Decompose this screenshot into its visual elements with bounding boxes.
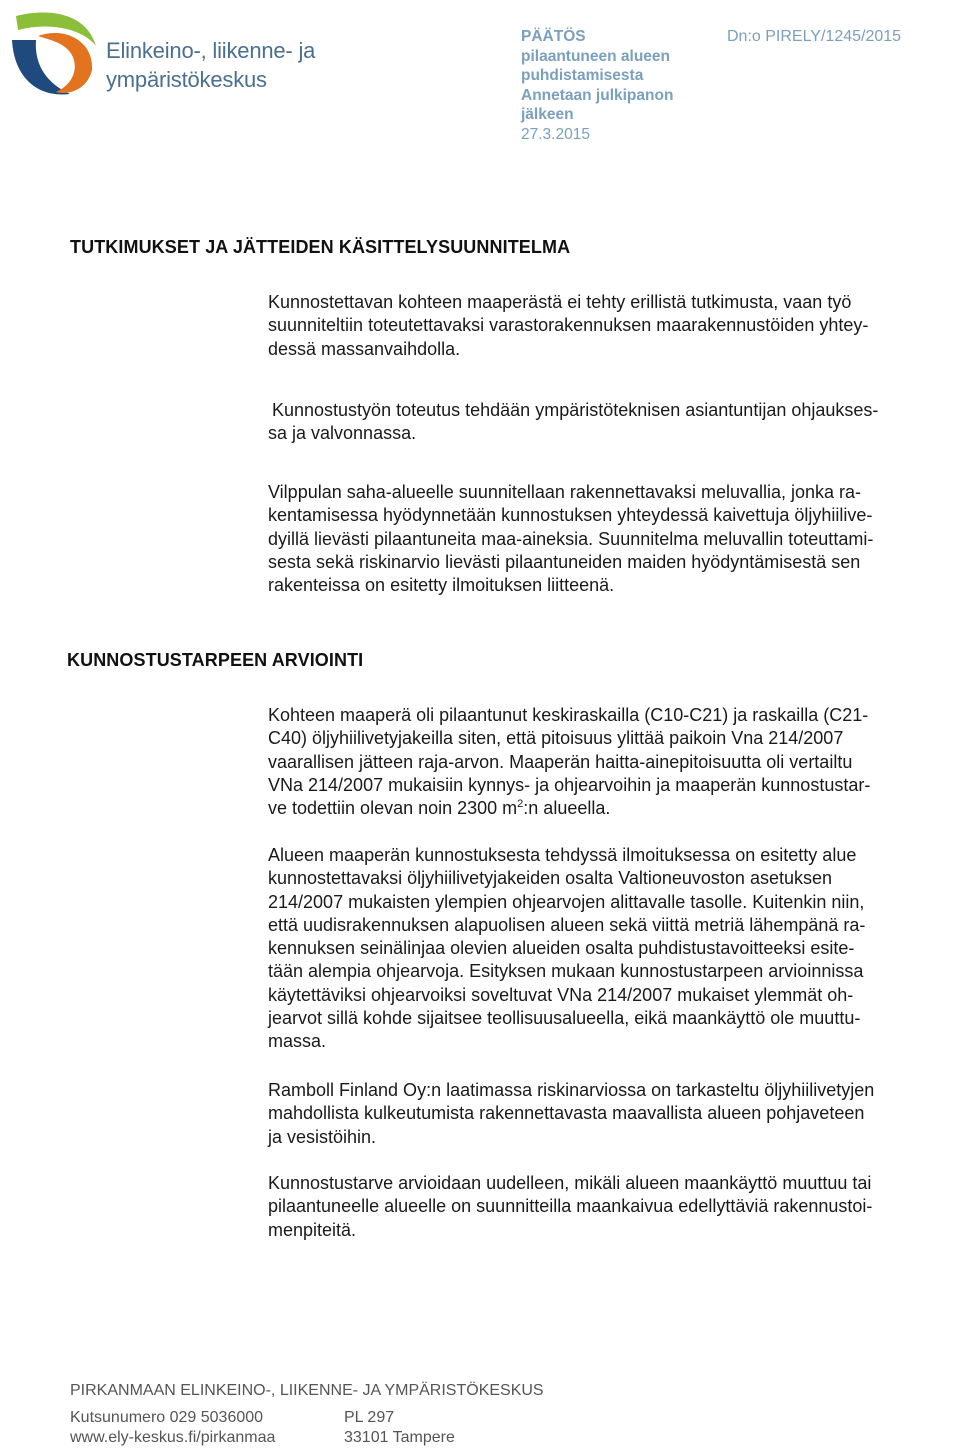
decision-info	[521, 27, 721, 144]
paragraph	[268, 1172, 958, 1242]
text-line: Ramboll Finland Oy:n laatimassa riskinarviossa on tarkasteltu öljyhiilivetyjen	[268, 1080, 875, 1100]
paragraph	[268, 704, 958, 820]
footer-postal: 33101 Tampere	[344, 1429, 455, 1446]
text-span: ve todettiin olevan noin 2300 m	[268, 798, 518, 819]
text-line: mahdollista kulkeutumista rakennettavasta maavallista alueen pohjaveteen	[268, 1103, 865, 1124]
text-line: dessä massanvaihdolla.	[268, 338, 461, 359]
text-line: ja vesistöihin.	[268, 1126, 377, 1147]
text-line: Kohteen maaperä oli pilaantunut keskiraskailla (C10-C21) ja raskailla (C21-	[268, 705, 869, 725]
text-line: vaarallisen jätteen raja-arvon. Maaperän haitta-ainepitoisuutta oli vertailtu	[268, 751, 853, 772]
ely-logo	[8, 6, 338, 102]
paragraph	[268, 481, 958, 597]
text-line: menpiteitä.	[268, 1219, 357, 1240]
superscript: 2	[517, 798, 524, 811]
section-heading-tutkimukset: TUTKIMUKSET JA JÄTTEIDEN KÄSITTELYSUUNNITELMA	[70, 237, 571, 257]
text-line: kentamisessa hyödynnetään kunnostuksen yhteydessä kaivettuja öljyhiilive-	[268, 505, 873, 526]
text-line: sa ja valvonnassa.	[268, 423, 417, 444]
text-line: jearvot sillä kohde sijaitsee teollisuusalueella, eikä maankäyttö ole muuttu-	[268, 1008, 861, 1029]
footer-contacts	[70, 1408, 544, 1448]
decision-line: puhdistamisesta	[521, 67, 644, 84]
footer-pobox: PL 297	[344, 1409, 395, 1426]
footer	[70, 1381, 544, 1448]
paragraph	[268, 1079, 958, 1149]
text-line: massa.	[268, 1031, 327, 1052]
footer-column	[344, 1408, 455, 1448]
text-line: että uudisrakennuksen alapuolisen alueen sekä viittä metriä lähempänä ra-	[268, 914, 866, 935]
text-line	[268, 797, 958, 820]
paragraph	[268, 291, 958, 361]
text-line: kunnostettavaksi öljyhiilivetyjakeiden osalta Valtioneuvoston asetuksen	[268, 868, 833, 889]
text-line: rakenteissa on esitetty ilmoituksen liitteenä.	[268, 575, 615, 596]
text-line: C40) öljyhiilivetyjakeilla siten, että pitoisuus ylittää paikoin Vna 214/2007	[268, 728, 844, 749]
document-number: Dn:o PIRELY/1245/2015	[727, 28, 902, 45]
text-line: dyillä lievästi pilaantuneita maa-aineksia. Suunnitelma meluvallin toteuttami-	[268, 528, 874, 549]
logo-wordmark	[106, 36, 315, 94]
paragraph	[268, 399, 960, 446]
decision-line: jälkeen	[521, 106, 574, 123]
text-line: kennuksen seinälinjaa olevien alueiden osalta puhdistustavoitteeksi esite-	[268, 938, 855, 959]
text-line: Alueen maaperän kunnostuksesta tehdyssä ilmoituksessa on esitetty alue	[268, 845, 857, 865]
footer-column	[70, 1408, 344, 1448]
footer-web-link[interactable]: www.ely-keskus.fi/pirkanmaa	[70, 1429, 276, 1446]
section-heading-kunnostustarpeen: KUNNOSTUSTARPEEN ARVIOINTI	[67, 650, 364, 670]
text-span: :n alueella.	[523, 798, 611, 819]
text-line: tään alempia ohjearvoja. Esityksen mukaan kunnostustarpeen arvioinnissa	[268, 961, 864, 982]
text-line: Kunnostettavan kohteen maaperästä ei tehty erillistä tutkimusta, vaan työ	[268, 292, 852, 312]
decision-date: 27.3.2015	[521, 125, 590, 143]
footer-phone: Kutsunumero 029 5036000	[70, 1409, 264, 1426]
text-line: VNa 214/2007 mukaisiin kynnys- ja ohjearvoihin ja maaperän kunnostustar-	[268, 774, 871, 795]
logo-line-2: ympäristökeskus	[106, 67, 267, 92]
text-line: Kunnostustyön toteutus tehdään ympäristöteknisen asiantuntijan ohjaukses-	[272, 400, 879, 420]
text-line: Vilppulan saha-alueelle suunnitellaan rakennettavaksi meluvallia, jonka ra-	[268, 482, 862, 502]
decision-line: pilaantuneen alueen	[521, 47, 671, 65]
logo-line-1: Elinkeino-, liikenne- ja	[106, 38, 316, 63]
text-line: Kunnostustarve arvioidaan uudelleen, mikäli alueen maankäyttö muuttuu tai	[268, 1173, 872, 1193]
paragraph	[268, 844, 958, 1054]
footer-org: PIRKANMAAN ELINKEINO-, LIIKENNE- JA YMPÄRISTÖKESKUS	[70, 1382, 544, 1399]
text-line: suunniteltiin toteutettavaksi varastorakennuksen maarakennustöiden yhtey-	[268, 315, 869, 336]
decision-title: PÄÄTÖS	[521, 28, 586, 45]
text-line: käytettäviksi ohjearvoiksi soveltuvat VNa 214/2007 mukaiset ylemmät oh-	[268, 984, 854, 1005]
text-line: 214/2007 mukaisten ylempien ohjearvojen alittavalle tasolle. Kuitenkin niin,	[268, 891, 865, 912]
decision-line: Annetaan julkipanon	[521, 86, 674, 104]
ely-logo-icon	[8, 6, 100, 98]
text-line: sesta sekä riskinarvio lievästi pilaantuneiden maiden hyödyntämisestä sen	[268, 551, 861, 572]
text-line: pilaantuneelle alueelle on suunnitteilla maankaivua edellyttäviä rakennustoi-	[268, 1196, 873, 1217]
